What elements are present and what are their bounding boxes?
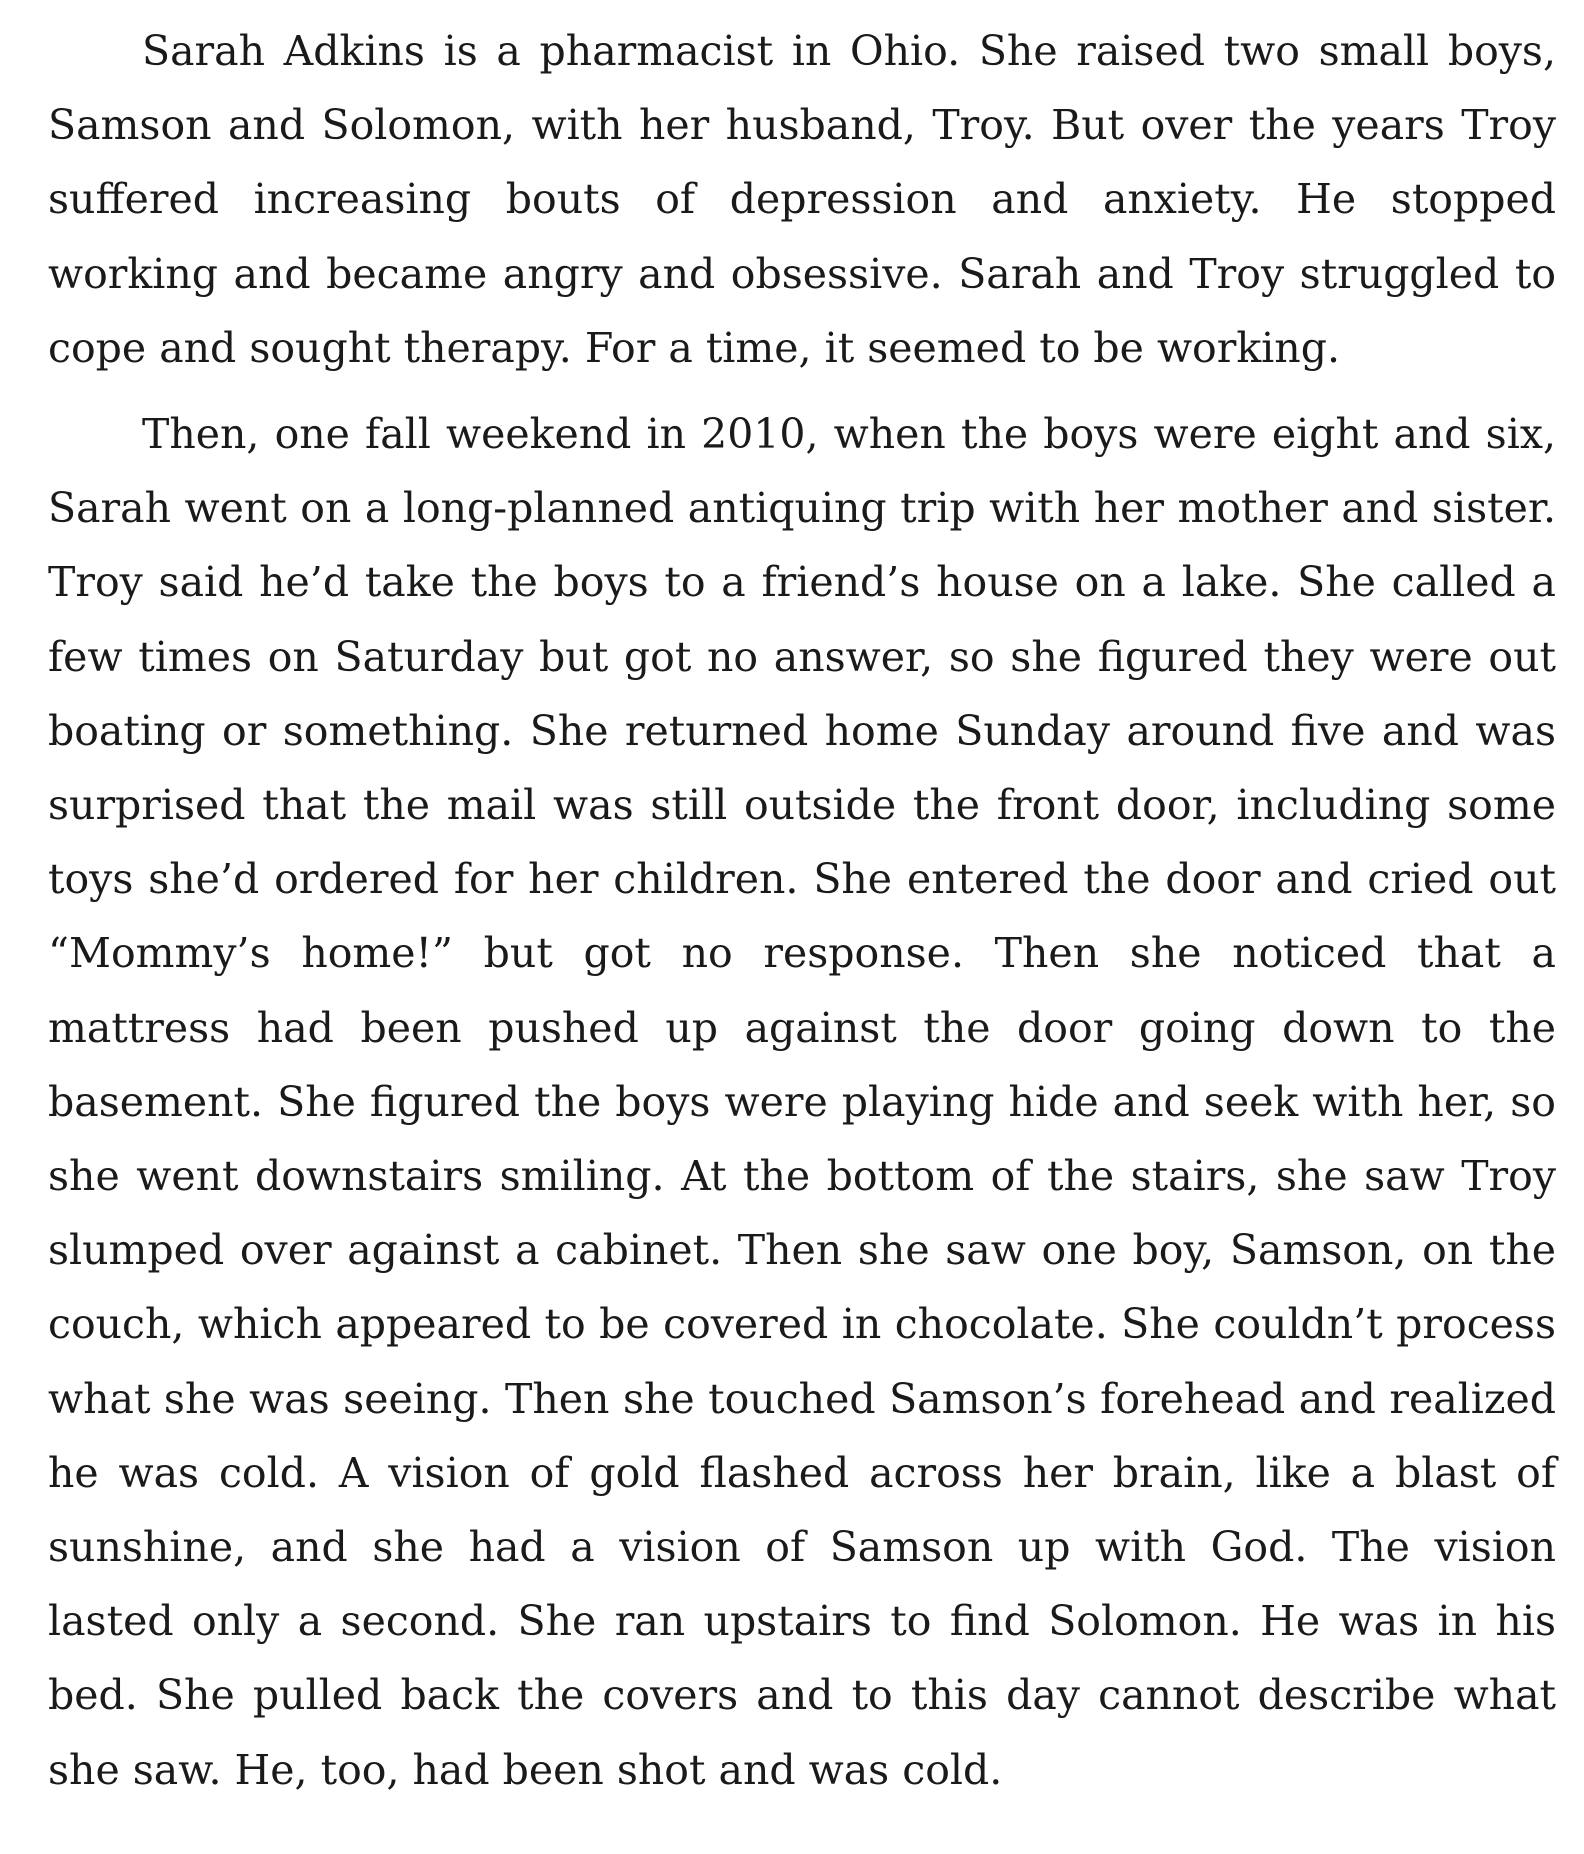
paragraph-2: Then, one fall weekend in 2010, when the boys were eight and six, Sarah went on a long-planned antiquing trip with her mother and sister. Troy said he’d take the boys to a friend’s house on a lake. She called a few times on Saturday but got no answer, so she figured they were out boating or something. She returned home Sunday around five and was surprised that the mail was still outside the front door, including some toys she’d ordered for her children. She entered the door and cried out “Mommy’s home!” but got no response. Then she noticed that a mattress had been pushed up against the door going down to the basement. She figured the boys were playing hide and seek with her, so she went downstairs smiling. At the bottom of the stairs, she saw Troy slumped over against a cabinet. Then she saw one boy, Samson, on the couch, which appeared to be covered in chocolate. She couldn’t process what she was seeing. Then she touched Samson’s forehead and realized he was cold. A vision of gold flashed across her brain, like a blast of sunshine, and she had a vision of Samson up with God. The vision lasted only a second. She ran upstairs to find Solomon. He was in his bed. She pulled back the covers and to this day cannot describe what she saw. He, too, had been shot and was cold. [48, 410, 1556, 1794]
book-page [48, 14, 1556, 1807]
paragraph-1: Sarah Adkins is a pharmacist in Ohio. She raised two small boys, Samson and Solomon, with her husband, Troy. But over the years Troy suffered increasing bouts of depression and anxiety. He stopped working and became angry and obsessive. Sarah and Troy struggled to cope and sought therapy. For a time, it seemed to be working. [48, 27, 1556, 372]
